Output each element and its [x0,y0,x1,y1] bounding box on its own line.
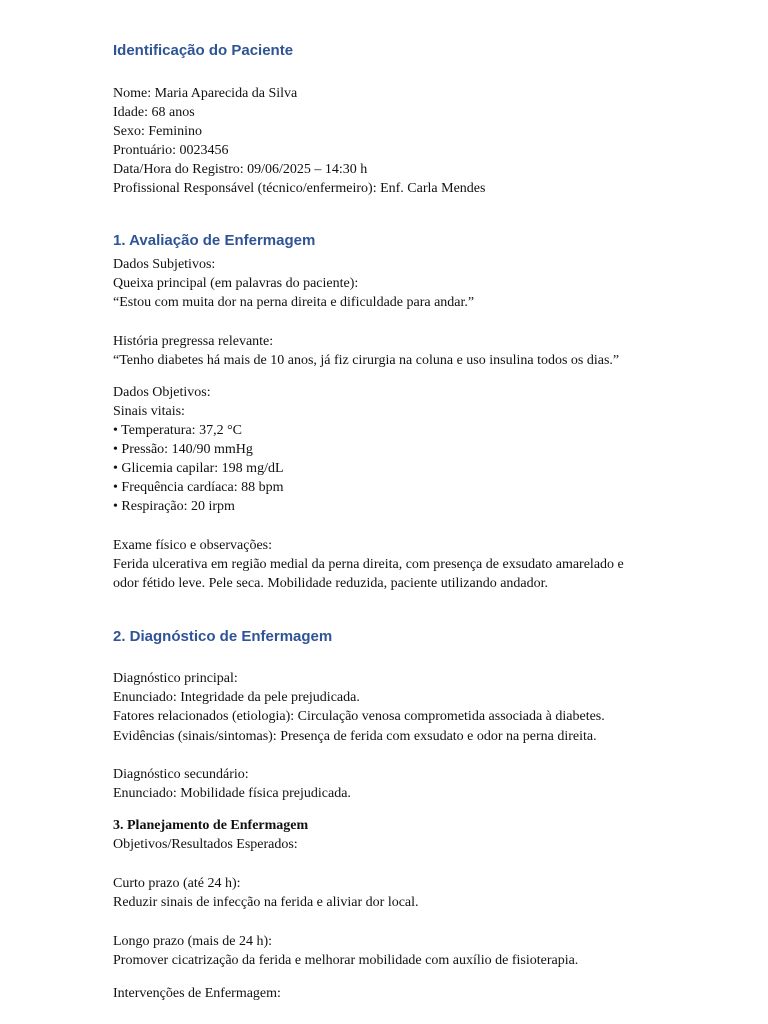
primary-diagnosis-statement: Enunciado: Integridade da pele prejudicada. [113,690,360,705]
section-heading-identificacao: Identificação do Paciente [113,42,294,59]
patient-sex: Sexo: Feminino [113,124,203,139]
patient-name: Nome: Maria Aparecida da Silva [113,86,298,101]
vital-sign-item: • Frequência cardíaca: 88 bpm [113,480,284,495]
patient-record-number: Prontuário: 0023456 [113,143,229,158]
chief-complaint-label: Queixa principal (em palavras do paciente): [113,276,359,291]
short-term-label: Curto prazo (até 24 h): [113,876,241,891]
secondary-diagnosis-label: Diagnóstico secundário: [113,767,249,782]
physical-exam-text-line2: odor fétido leve. Pele seca. Mobilidade reduzida, paciente utilizando andador. [113,576,549,591]
vital-sign-item: • Respiração: 20 irpm [113,499,235,514]
primary-diagnosis-factors: Fatores relacionados (etiologia): Circulação venosa comprometida associada à diabetes. [113,709,605,724]
chief-complaint-text: “Estou com muita dor na perna direita e dificuldade para andar.” [113,295,475,310]
vital-sign-item: • Pressão: 140/90 mmHg [113,442,253,457]
primary-diagnosis-evidence: Evidências (sinais/sintomas): Presença de ferida com exsudato e odor na perna direita. [113,729,597,744]
primary-diagnosis-label: Diagnóstico principal: [113,671,238,686]
section-heading-planejamento: 3. Planejamento de Enfermagem [113,818,309,833]
vital-signs-label: Sinais vitais: [113,404,185,419]
expected-results-label: Objetivos/Resultados Esperados: [113,837,298,852]
history-label: História pregressa relevante: [113,334,274,349]
short-term-text: Reduzir sinais de infecção na ferida e aliviar dor local. [113,895,419,910]
physical-exam-label: Exame físico e observações: [113,538,272,553]
long-term-label: Longo prazo (mais de 24 h): [113,934,273,949]
secondary-diagnosis-statement: Enunciado: Mobilidade física prejudicada. [113,786,351,801]
long-term-text: Promover cicatrização da ferida e melhorar mobilidade com auxílio de fisioterapia. [113,953,579,968]
record-datetime: Data/Hora do Registro: 09/06/2025 – 14:30 h [113,162,368,177]
subjective-data-label: Dados Subjetivos: [113,257,216,272]
section-heading-avaliacao: 1. Avaliação de Enfermagem [113,232,316,249]
physical-exam-text-line1: Ferida ulcerativa em região medial da perna direita, com presença de exsudato amarelado e [113,557,624,572]
section-heading-diagnostico: 2. Diagnóstico de Enfermagem [113,628,333,645]
interventions-label: Intervenções de Enfermagem: [113,986,281,1001]
responsible-professional: Profissional Responsável (técnico/enfermeiro): Enf. Carla Mendes [113,181,486,196]
vital-sign-item: • Glicemia capilar: 198 mg/dL [113,461,284,476]
vital-sign-item: • Temperatura: 37,2 °C [113,423,243,438]
history-text: “Tenho diabetes há mais de 10 anos, já fiz cirurgia na coluna e uso insulina todos os dias.” [113,353,620,368]
patient-age: Idade: 68 anos [113,105,195,120]
objective-data-label: Dados Objetivos: [113,385,211,400]
